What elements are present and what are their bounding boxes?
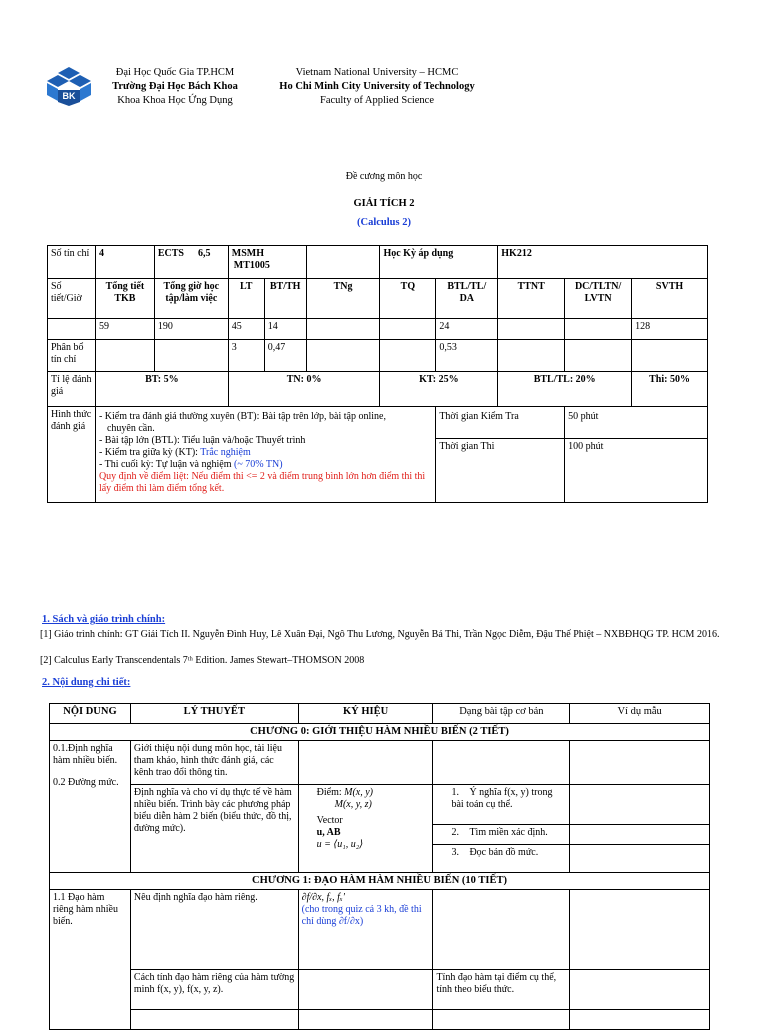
hours-value: [565, 319, 632, 340]
chapter-1-title: CHƯƠNG 1: ĐẠO HÀM HÀM NHIỀU BIẾN (10 TIẾT): [50, 873, 710, 890]
hours-value: 190: [154, 319, 228, 340]
empty-cell: [298, 741, 433, 785]
col-header: BT/TH: [264, 279, 306, 319]
allocation-value: [154, 340, 228, 372]
course-title: GIẢI TÍCH 2: [353, 198, 415, 209]
allocation-value: [498, 340, 565, 372]
empty-cell: [570, 785, 710, 825]
chapter-0-title: CHƯƠNG 0: GIỚI THIỆU HÀM NHIỀU BIẾN (2 TIẾT): [50, 724, 710, 741]
ch0-theory-def: Định nghĩa và cho ví dụ thực tế về hàm nhiều biến. Trình bày các phương pháp biểu diễn hàm 2 biến (biểu thức, đồ thị, đường mức).: [130, 785, 298, 873]
col-header: Tổng tiết TKB: [95, 279, 154, 319]
content-table: [49, 703, 710, 1030]
col-header: TNg: [306, 279, 380, 319]
allocation-label: Phân bổ tín chỉ: [48, 340, 96, 372]
empty-cell: [433, 1010, 570, 1030]
ch1-symbols: ∂f/∂x, fₓ, fₓ′ (cho trong quiz cả 3 kh, đề thi chỉ dùng ∂f/∂x): [298, 890, 433, 970]
allocation-value: [632, 340, 708, 372]
empty-cell: [570, 845, 710, 873]
weighting-label: Tỉ lệ đánh giá: [48, 372, 96, 407]
final-exam-time-value: 100 phút: [565, 439, 708, 503]
course-subtitle: (Calculus 2): [357, 217, 411, 228]
reference-1: [1] Giáo trình chính: GT Giải Tích II. Nguyễn Đình Huy, Lê Xuân Đại, Ngô Thu Lương, Nguyễn Bá Thi, Trần Ngọc Diễm, Đậu Thế Phiệt – NXBĐHQG TP. HCM 2016.: [40, 629, 720, 640]
hours-value: [380, 319, 436, 340]
ch0-exercise-2: 2. Tìm miền xác định.: [433, 825, 570, 845]
final-exam-time-label: Thời gian Thi: [436, 439, 565, 503]
failing-rule-note: Quy định về điểm liệt: Nếu điểm thi <= 2 và điểm trung bình lớn hơn điểm thi thì lấy điểm thi làm điểm tổng kết.: [98, 471, 426, 494]
header-example: Ví dụ mẫu: [570, 704, 710, 724]
allocation-value: [565, 340, 632, 372]
header-symbol: KÝ HIỆU: [298, 704, 433, 724]
ch0-exercise-3: 3. Đọc bản đồ mức.: [433, 845, 570, 873]
weight-btl: BTL/TL: 20%: [498, 372, 632, 407]
exam-test-time-label: Thời gian Kiểm Tra: [436, 407, 565, 439]
svg-text:BK: BK: [62, 91, 76, 101]
university-name-en: Vietnam National University – HCMC: [295, 67, 459, 78]
msmh-cell: MSMH MT1005: [228, 246, 306, 279]
assessment-line-kt: - Kiểm tra giữa kỳ (KT): Trắc nghiệm: [98, 447, 251, 458]
school-name-en: Ho Chi Minh City University of Technology: [279, 81, 475, 92]
allocation-value: 0,53: [436, 340, 498, 372]
assessment-line: - Kiểm tra đánh giá thường xuyên (BT): Bài tập trên lớp, bài tập online,: [98, 411, 386, 422]
header-exercise: Dạng bài tập cơ bản: [433, 704, 570, 724]
university-name-vn: Đại Học Quốc Gia TP.HCM: [115, 67, 235, 78]
hours-label: Số tiết/Giờ: [48, 279, 96, 319]
outline-label: Đề cương môn học: [345, 171, 423, 182]
bk-logo: [47, 66, 91, 106]
col-header: BTL/TL/ DA: [436, 279, 498, 319]
col-header: TQ: [380, 279, 436, 319]
empty-cell: [570, 1010, 710, 1030]
ch1-exercise: Tính đạo hàm tại điểm cụ thể, tính theo biểu thức.: [433, 970, 570, 1010]
col-header: SVTH: [632, 279, 708, 319]
faculty-name-vn: Khoa Khoa Học Ứng Dụng: [117, 95, 233, 106]
col-header: DC/TLTN/ LVTN: [565, 279, 632, 319]
assessment-details: [95, 407, 435, 503]
empty-cell: [298, 1010, 433, 1030]
ch1-content: 1.1 Đạo hàm riêng hàm nhiều biến.: [50, 890, 131, 1030]
assessment-line-thi: - Thi cuối kỳ: Tự luận và nghiệm (~ 70% TN): [98, 459, 283, 470]
reference-2: [2] Calculus Early Transcendentals 7ᵗʰ Edition. James Stewart–THOMSON 2008: [40, 655, 365, 666]
empty-cell: [433, 741, 570, 785]
ch1-theory-compute: Cách tính đạo hàm riêng của hàm tường minh f(x, y), f(x, y, z).: [130, 970, 298, 1010]
ch0-theory-intro: Giới thiệu nội dung môn học, tài liệu tham khảo, hình thức đánh giá, các kênh trao đổi thông tin.: [130, 741, 298, 785]
hours-value: [498, 319, 565, 340]
empty-cell: [433, 890, 570, 970]
credits-value: 4: [95, 246, 154, 279]
credits-label: Số tín chỉ: [48, 246, 96, 279]
empty-cell: [130, 1010, 298, 1030]
empty-cell: [570, 970, 710, 1010]
weight-tn: TN: 0%: [228, 372, 380, 407]
exam-test-time-value: 50 phút: [565, 407, 708, 439]
course-info-table: [47, 245, 708, 503]
allocation-value: [380, 340, 436, 372]
semester-value: HK212: [498, 246, 708, 279]
hours-value: 14: [264, 319, 306, 340]
header-theory: LÝ THUYẾT: [130, 704, 298, 724]
weight-thi: Thi: 50%: [632, 372, 708, 407]
ch1-theory-def: Nêu định nghĩa đạo hàm riêng.: [130, 890, 298, 970]
empty-cell: [570, 825, 710, 845]
faculty-name-en: Faculty of Applied Science: [319, 95, 434, 106]
hours-value: 128: [632, 319, 708, 340]
col-header: TTNT: [498, 279, 565, 319]
allocation-value: [306, 340, 380, 372]
weight-bt: BT: 5%: [95, 372, 228, 407]
assessment-line: chuyên cần.: [106, 423, 155, 434]
col-header: LT: [228, 279, 264, 319]
header-left: [100, 66, 250, 108]
section-1-title: 1. Sách và giáo trình chính:: [42, 614, 166, 625]
hours-value: 45: [228, 319, 264, 340]
hours-value: 24: [436, 319, 498, 340]
weight-kt: KT: 25%: [380, 372, 498, 407]
empty-cell: [570, 741, 710, 785]
hours-value: [306, 319, 380, 340]
allocation-value: 3: [228, 340, 264, 372]
school-name-vn: Trường Đại Học Bách Khoa: [112, 81, 238, 92]
assessment-line: - Bài tập lớn (BTL): Tiểu luận và/hoặc Thuyết trình: [98, 435, 306, 446]
allocation-value: 0,47: [264, 340, 306, 372]
col-header: Tổng giờ học tập/làm việc: [154, 279, 228, 319]
section-2-title: 2. Nội dung chi tiết:: [42, 677, 131, 688]
msmh-spacer: [306, 246, 380, 279]
empty-cell: [48, 319, 96, 340]
header-content: NỘI DUNG: [50, 704, 131, 724]
ch0-exercise-1: 1. Ý nghĩa f(x, y) trong bài toán cụ thể.: [433, 785, 570, 825]
assessment-label: Hình thức đánh giá: [48, 407, 96, 503]
hours-value: 59: [95, 319, 154, 340]
empty-cell: [570, 890, 710, 970]
allocation-value: [95, 340, 154, 372]
header-right: [262, 66, 492, 108]
semester-label: Học Kỳ áp dụng: [380, 246, 498, 279]
ch0-content: 0.1.Định nghĩa hàm nhiều biến. 0.2 Đường mức.: [50, 741, 131, 873]
empty-cell: [298, 970, 433, 1010]
ch0-symbols: Điểm: M(x, y) M(x, y, z) Vector u, AB u = ⟨u₁, u₂⟩: [298, 785, 433, 873]
ects-cell: ECTS 6,5: [154, 246, 228, 279]
